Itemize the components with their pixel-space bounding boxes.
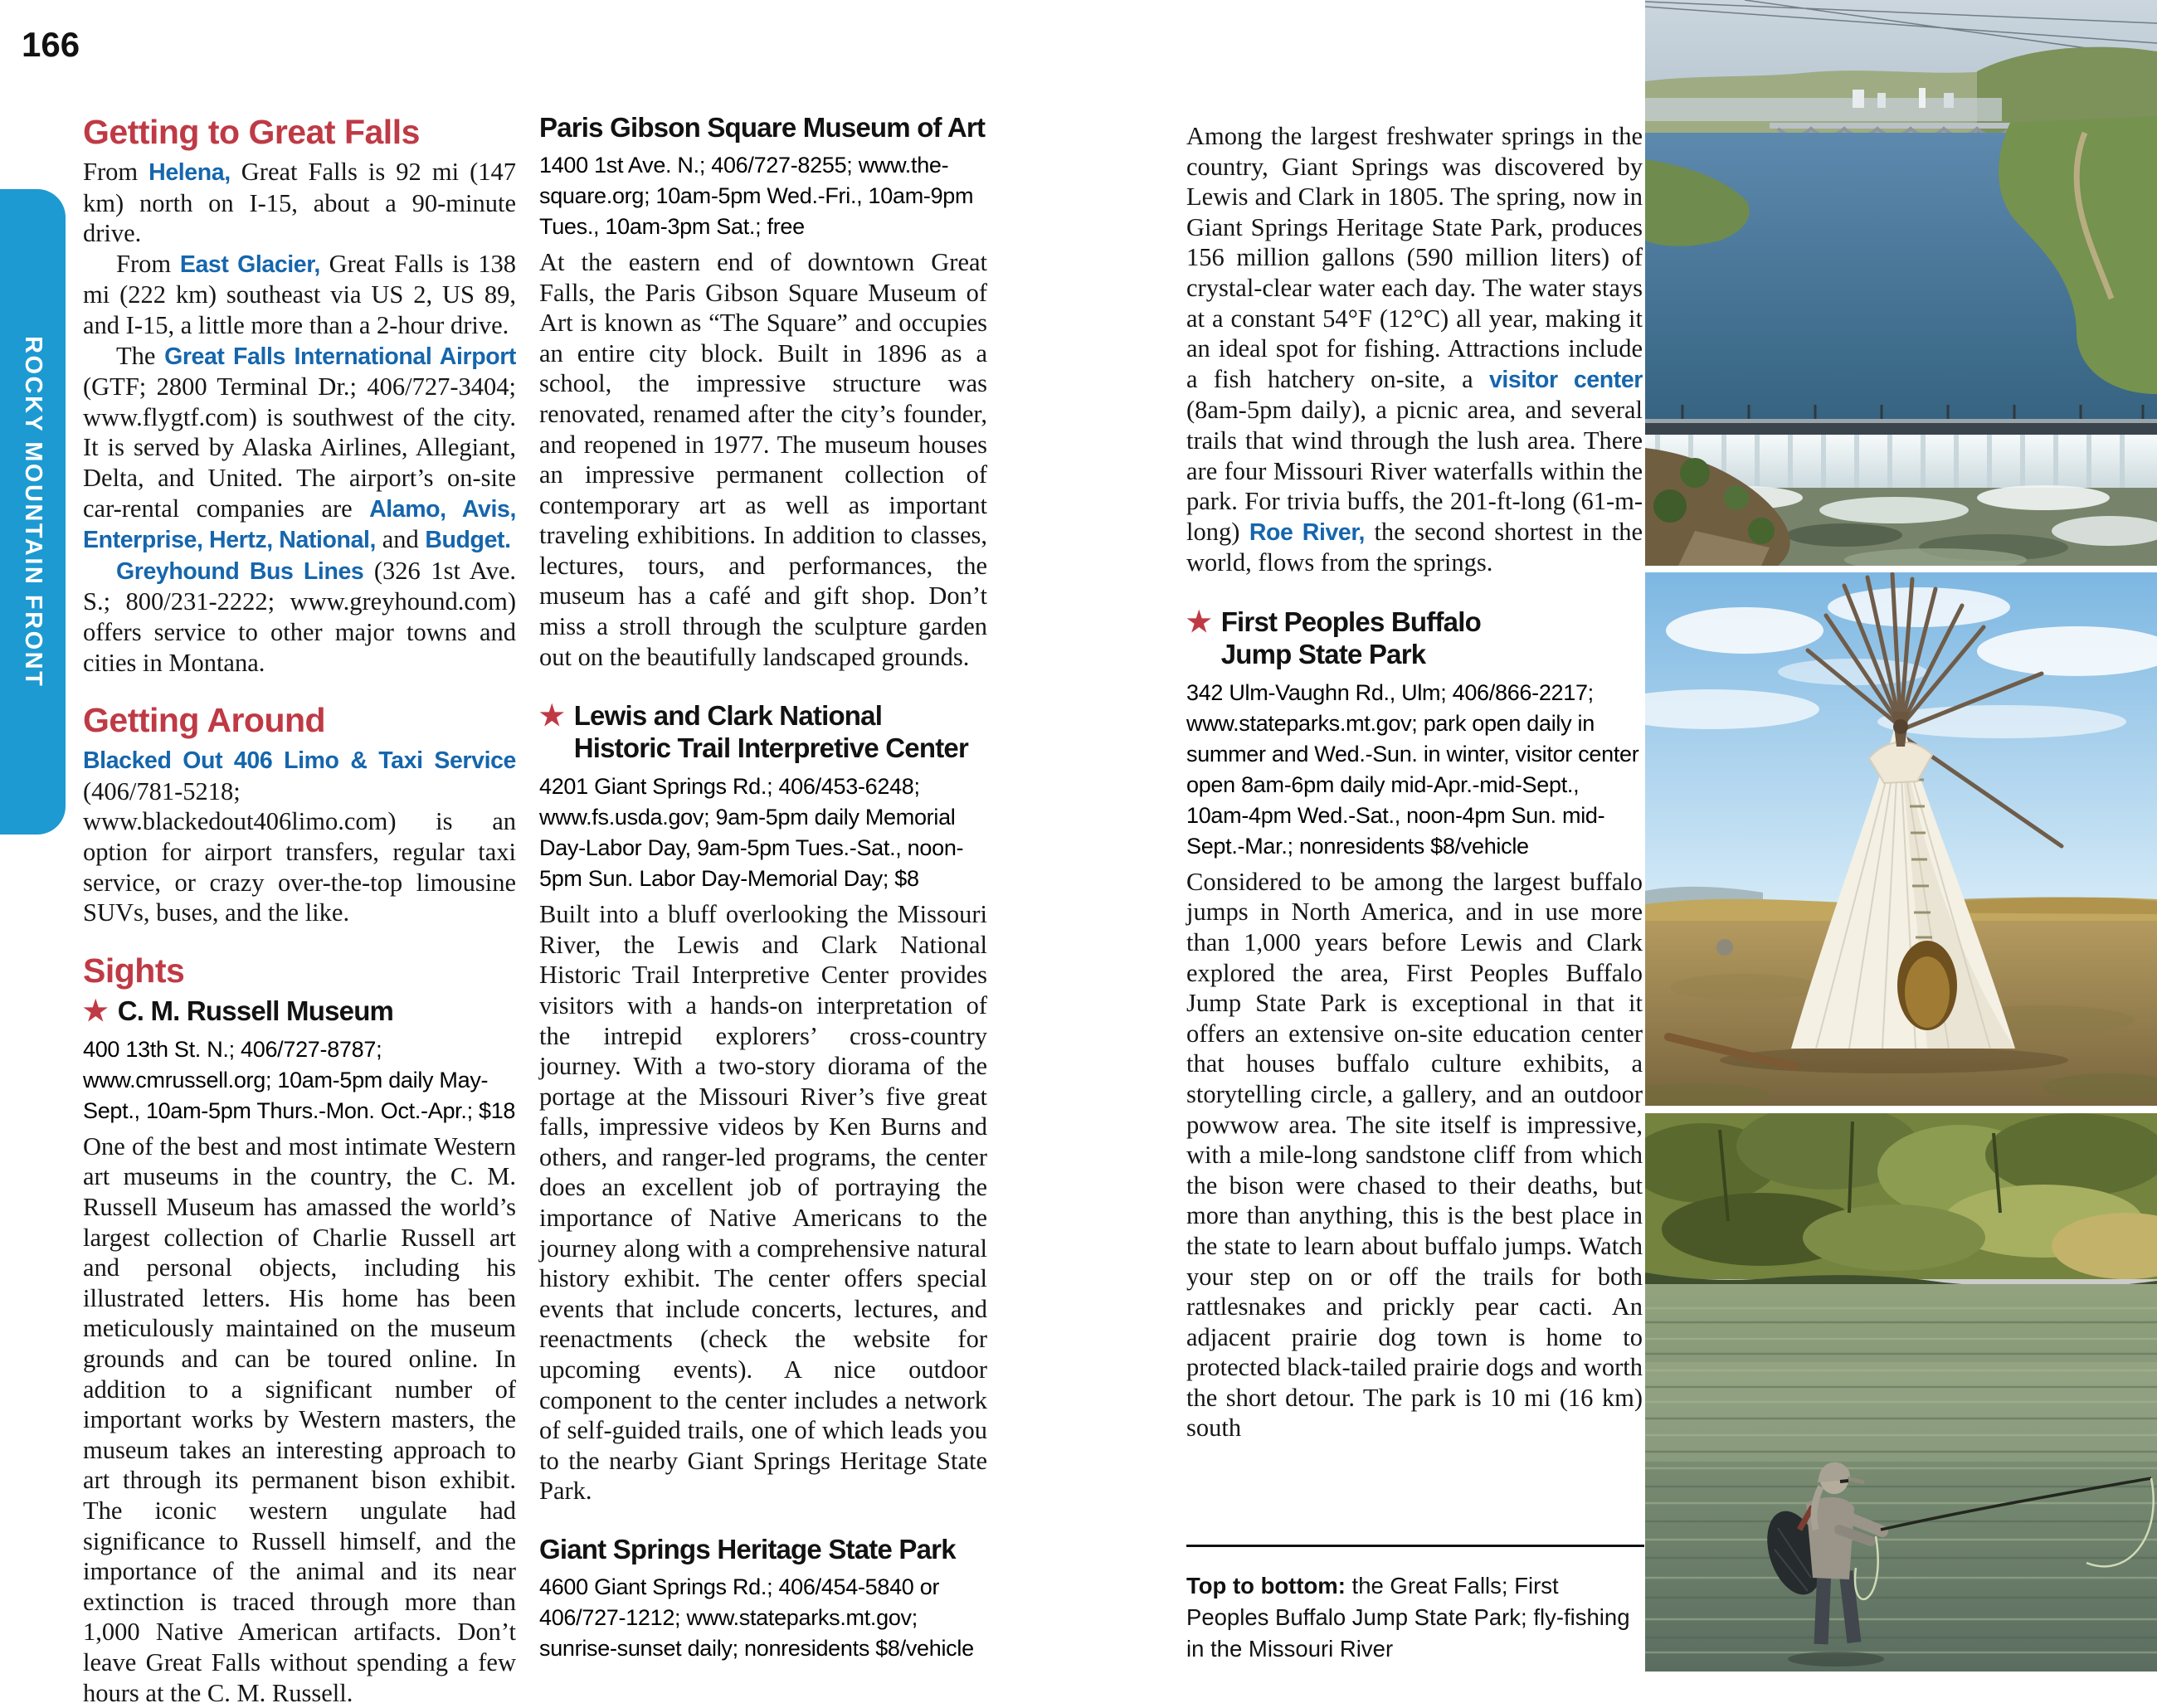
photo-great-falls-dam [1645,0,2157,566]
listing-heading: Giant Springs Heritage State Park [539,1534,956,1565]
photo-fly-fishing [1645,1113,2157,1672]
star-icon: ★ [83,995,108,1027]
star-icon: ★ [1186,606,1211,638]
body-text: Considered to be among the largest buffalo jumps in North America, and in use more than 1,000 years before Lewis and Clark explored the area, First Peoples Buffalo Jump State Park is exceptional in that it offers an extensive on-site education center that houses buffalo culture exhibits, a storytelling circle, a gallery, and an outdoor powwow area. The site itself is impressive, with a mile-long sandstone cliff from which the bison were chased to their deaths, but more than anything, this is the best place in the state to learn about buffalo jumps. Watch your step on or off the trails for both rattlesnakes and prickly pear cacti. An adjacent prairie dog town is home to protected black-tailed prairie dogs and worth the short detour. The park is 10 mi (16 km) south [1186,867,1643,1443]
body-text: One of the best and most intimate Western art museums in the country, the C. M. Russell Museum has amassed the world’s largest collection of Charlie Russell art and personal objects, including his illustrated letters. His home has been meticulously maintained on the museum grounds and can be toured online. In addition to a significant number of important works by Western masters, the museum takes an interesting approach to art through its permanent bison exhibit. The iconic western ungulate had significance to Russell himself, and the importance of the animal and its near extinction is traced through more than 1,000 Native American artifacts. Don’t leave Great Falls without spending a few hours at the C. M. Russell. [83,1131,516,1707]
body-paragraph [83,745,516,928]
sidebar-tab-rocky-mountain-front [0,189,66,835]
body-paragraph [83,249,516,341]
sidebar-tab-label: ROCKY MOUNTAIN FRONT [20,335,46,689]
highlighted-place-name: Blacked Out 406 Limo & Taxi Service [83,747,516,775]
body-text: The [116,341,165,370]
body-text: At the eastern end of downtown Great Falls, the Paris Gibson Square Museum of Art is known as “The Square” and occupies an entire city block. Built in 1896 as a school, the impressive structure was renovated, renamed after the city’s founder, and reopened in 1977. The museum houses an impressive permanent collection of contemporary art as well as important traveling exhibitions. In addition to classes, lectures, tours, and performances, the museum has a café and gift shop. Don’t miss a stroll through the sculpture garden out on the beautifully landscaped grounds. [539,247,987,671]
body-text: Among the largest freshwater springs in the country, Giant Springs was discovered by Lewis and Clark in 1805. The spring, now in Giant Springs Heritage State Park, produces 156 million gallons (590 million liters) of crystal-clear water each day. The water stays at a constant 54°F (12°C) all year, making it an ideal spot for fishing. Attractions include a fish hatchery on-site, a [1186,122,1643,393]
listing-details: 342 Ulm-Vaughn Rd., Ulm; 406/866-2217; www.stateparks.mt.gov; park open daily in summer and Wed.-Sun. in winter, visitor center open 8am-6pm daily mid-Apr.-mid-Sept., 10am-4pm Wed.-Sat., noon-4pm Sun. mid-Sept.-Mar.; nonresidents $8/vehicle [1186,679,1639,859]
listing-details: 4201 Giant Springs Rd.; 406/453-6248; www.fs.usda.gov; 9am-5pm daily Memorial Day-Labor Day, 9am-5pm Tues.-Sat., noon-5pm Sun. Labor Day-Memorial Day; $8 [539,774,964,892]
body-paragraph [83,157,516,249]
body-text: Great Falls is 92 mi (147 km) north on I-15, about a 90-minute drive. [83,158,516,248]
highlighted-place-name: Budget. [425,527,511,554]
listing-heading-text: Lewis and Clark National Historic Trail Interpretive Center [573,700,968,764]
photo-caption-lead: Top to bottom: [1186,1573,1346,1599]
text-column-3 [1186,121,1643,1443]
section-heading: Getting to Great Falls [83,113,420,151]
starred-listing-heading [539,700,987,765]
body-text: From [116,249,180,278]
section-heading: Sights [83,951,185,990]
highlighted-place-name: Great Falls International Airport [164,343,516,370]
body-paragraph [539,247,987,672]
body-text: (8am-5pm daily), a picnic area, and several trails that wind through the lush area. There are four Missouri River waterfalls within the park. For trivia buffs, the 201-ft-long (61-m-long) [1186,396,1643,546]
listing-details: 4600 Giant Springs Rd.; 406/454-5840 or 406/727-1212; www.stateparks.mt.gov; sunrise-sunset daily; nonresidents $8/vehicle [539,1574,974,1661]
highlighted-place-name: visitor center [1488,366,1643,393]
photo-tipi [1645,572,2157,1106]
star-icon: ★ [539,700,564,732]
fly-fishing-illustration [1645,1113,2157,1672]
body-paragraph [1186,121,1643,578]
listing-details: 1400 1st Ave. N.; 406/727-8255; www.the-square.org; 10am-5pm Wed.-Fri., 10am-9pm Tues., 10am-3pm Sat.; free [539,152,974,239]
body-text: From [83,158,149,187]
listing-details: 400 13th St. N.; 406/727-8787; www.cmrussell.org; 10am-5pm daily May-Sept., 10am-5pm Thurs.-Mon. Oct.-Apr.; $18 [83,1036,516,1123]
text-column-1 [83,114,516,1708]
body-text: (GTF; 2800 Terminal Dr.; 406/727-3404; www.flygtf.com) is southwest of the city. It is served by Alaska Airlines, Allegiant, Delta, and United. The airport’s on-site car-rental companies are [83,372,516,523]
photo-caption [1186,1545,1644,1665]
body-paragraph [83,556,516,678]
body-text: (406/781-5218; www.blackedout406limo.com) is an option for airport transfers, regular taxi service, or crazy over-the-top limousine SUVs, buses, and the like. [83,776,516,927]
body-text: Great Falls is 138 mi (222 km) southeast via US 2, US 89, and I-15, a little more than a 2-hour drive. [83,249,516,340]
section-heading: Getting Around [83,701,326,740]
body-paragraph [1186,867,1643,1443]
body-text: the second shortest in the world, flows from the springs. [1186,517,1643,577]
starred-listing-heading [83,995,516,1028]
text-column-2 [539,113,987,1669]
highlighted-place-name: Helena, [149,159,231,187]
body-paragraph [83,1131,516,1708]
photo-caption-text: the Great Falls; First Peoples Buffalo Jump State Park; fly-fishing in the Missouri River [1186,1573,1630,1662]
highlighted-place-name: East Glacier, [179,251,320,278]
body-paragraph [539,899,987,1506]
listing-heading-text: C. M. Russell Museum [117,995,394,1026]
great-falls-dam-illustration [1645,0,2157,566]
highlighted-place-name: Roe River, [1249,518,1366,546]
page-number: 166 [22,25,80,64]
highlighted-place-name: Alamo, Avis, Enterprise, Hertz, National, [83,495,516,554]
starred-listing-heading [1186,606,1643,671]
body-text: Built into a bluff overlooking the Missouri River, the Lewis and Clark National Historic Trail Interpretive Center provides visitors with a hands-on interpretation of the intrepid explorers’ cross-country journey. With a two-story diorama of the portage at the Missouri River’s five great falls, impressive videos by Ken Burns and others, and ranger-led programs, the center does an excellent job of portraying the importance of Native Americans to the journey along with a comprehensive natural history exhibit. The center offers special events that include concerts, lectures, and reenactments (check the website for upcoming events). A nice outdoor component to the center includes a network of self-guided trails, one of which leads you to the nearby Giant Springs Heritage State Park. [539,900,987,1506]
body-text: (326 1st Ave. S.; 800/231-2222; www.greyhound.com) offers service to other major towns and cities in Montana. [83,556,516,677]
tipi-illustration [1645,572,2157,1106]
highlighted-place-name: Greyhound Bus Lines [116,557,364,585]
body-paragraph [83,341,516,556]
body-text: and [376,525,426,554]
listing-heading-text: First Peoples Buffalo Jump State Park [1220,606,1481,669]
listing-heading: Paris Gibson Square Museum of Art [539,112,986,143]
